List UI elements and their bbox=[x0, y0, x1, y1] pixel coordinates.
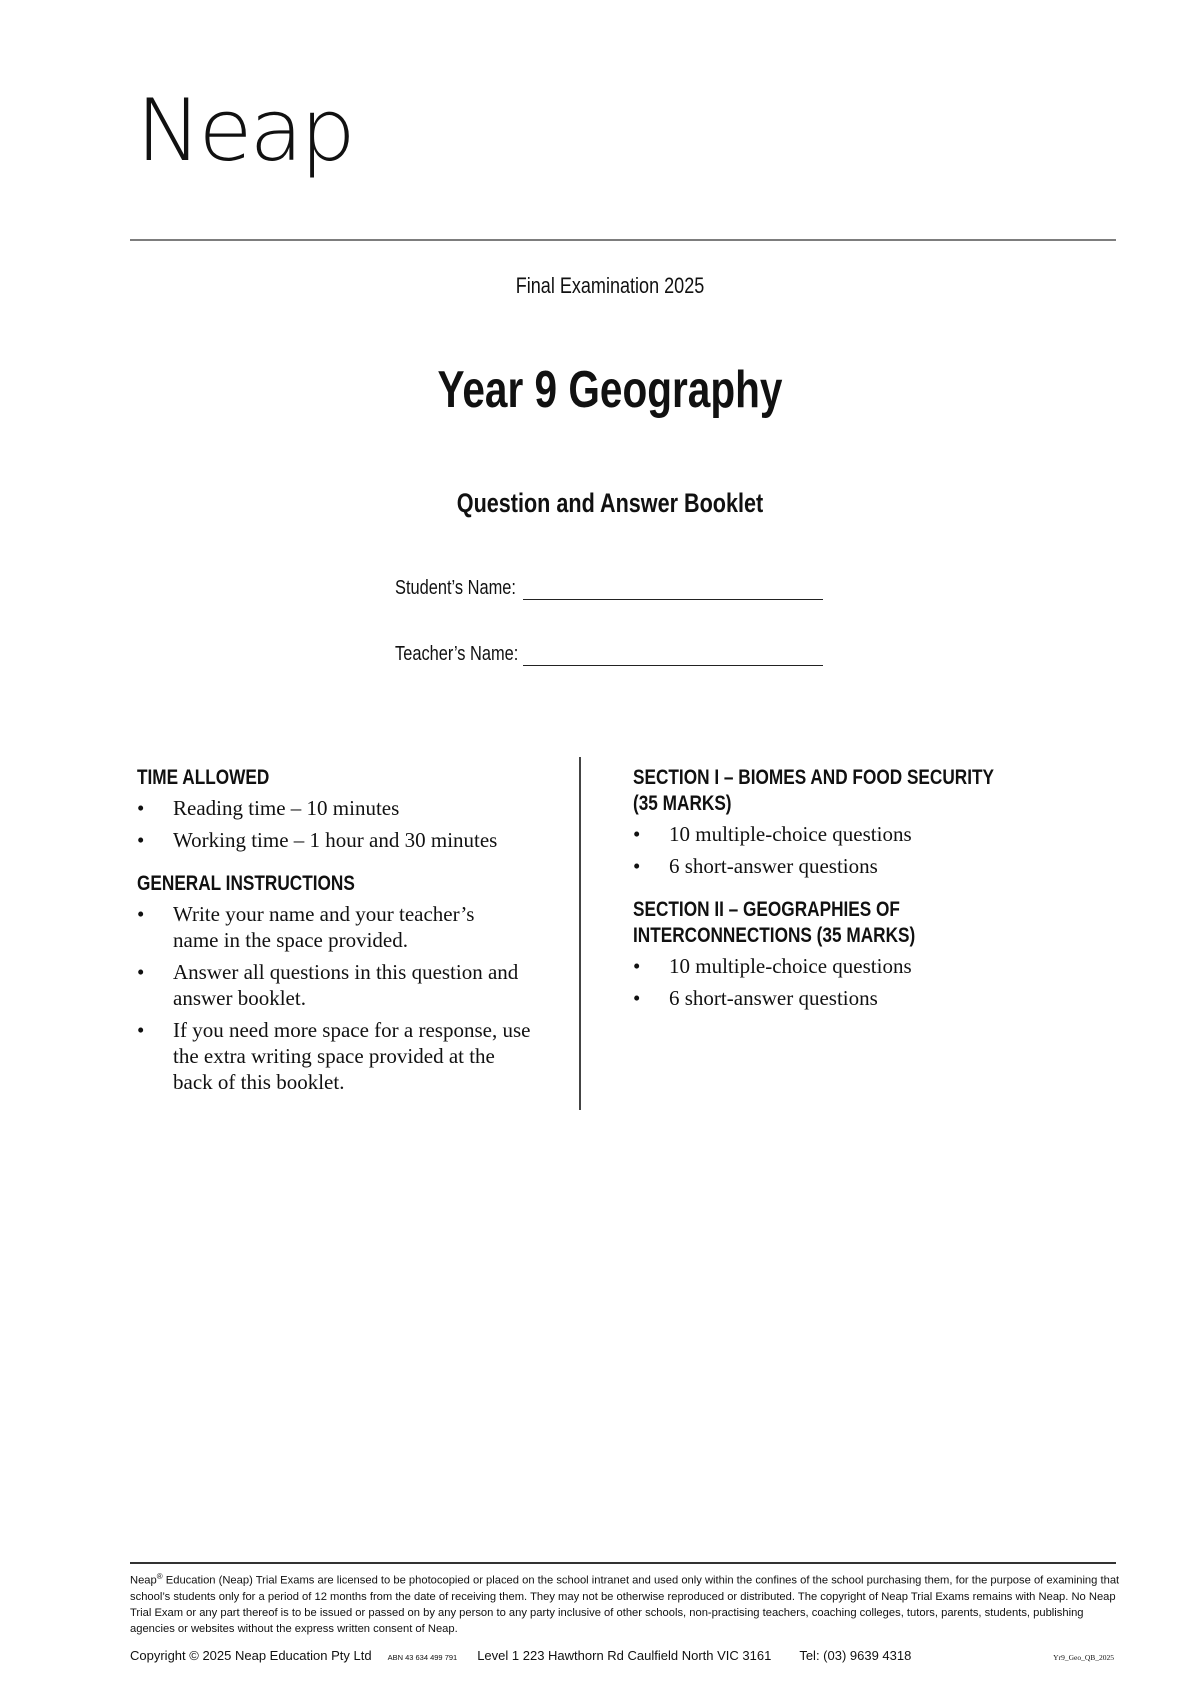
legal-notice: Neap® Education (Neap) Trial Exams are licensed to be photocopied or placed on the school intranet and used only within the confines of the school purchasing them, for the purpose of examining that school’s students only for a period of 12 months from the date of receiving them. They may not be otherwise reproduced or distributed. The copyright of Neap Trial Exams remains with Neap. No Neap Trial Exam or any part thereof is to be issued or passed on by any person to any party inclusive of other schools, non-practising teachers, coaching colleges, tutors, parents, students, publishing agencies or websites without the express written consent of Neap. bbox=[130, 1572, 1120, 1635]
teacher-name-field[interactable] bbox=[523, 645, 823, 666]
header-divider bbox=[130, 239, 1116, 241]
subject-title: Year 9 Geography bbox=[437, 361, 783, 419]
bullet-icon: • bbox=[633, 822, 641, 846]
general-instructions-list bbox=[137, 901, 557, 1095]
time-allowed-list bbox=[137, 795, 557, 853]
footer-divider bbox=[130, 1562, 1116, 1564]
section-2-heading: SECTION II – GEOGRAPHIES OF INTERCONNECTIONS (35 MARKS) bbox=[633, 898, 916, 947]
bullet-icon: • bbox=[137, 796, 145, 820]
footer-info bbox=[130, 1648, 1120, 1663]
bullet-icon: • bbox=[137, 828, 145, 852]
bullet-icon: • bbox=[137, 1018, 145, 1042]
list-item: • Answer all questions in this question and answer booklet. bbox=[137, 960, 519, 1010]
copyright-text: Copyright © 2025 Neap Education Pty Ltd bbox=[130, 1648, 372, 1663]
list-item: • Working time – 1 hour and 30 minutes bbox=[137, 828, 498, 852]
instructions-column bbox=[137, 765, 557, 1101]
list-item: • 6 short-answer questions bbox=[633, 854, 878, 878]
list-item: • Reading time – 10 minutes bbox=[137, 796, 400, 820]
bullet-icon: • bbox=[633, 986, 641, 1010]
student-name-row bbox=[395, 577, 823, 600]
student-name-label: Student’s Name: bbox=[395, 577, 516, 599]
time-allowed-heading: TIME ALLOWED bbox=[137, 766, 270, 789]
sections-column bbox=[633, 765, 1103, 1017]
abn-text: ABN 43 634 499 791 bbox=[387, 1653, 458, 1662]
neap-logo: Neap bbox=[136, 81, 353, 181]
address-text: Level 1 223 Hawthorn Rd Caulfield North VIC 3161 bbox=[477, 1648, 772, 1663]
list-item: • 6 short-answer questions bbox=[633, 986, 878, 1010]
booklet-title: Question and Answer Booklet bbox=[456, 488, 764, 518]
list-item: • Write your name and your teacher’s name in the space provided. bbox=[137, 902, 475, 952]
registered-mark: ® bbox=[156, 1572, 163, 1581]
teacher-name-row bbox=[395, 643, 823, 666]
list-item: • 10 multiple-choice questions bbox=[633, 822, 912, 846]
column-divider bbox=[579, 757, 581, 1110]
bullet-icon: • bbox=[137, 902, 145, 926]
phone-text: Tel: (03) 9639 4318 bbox=[799, 1648, 912, 1663]
teacher-name-label: Teacher’s Name: bbox=[395, 643, 519, 665]
list-item: • 10 multiple-choice questions bbox=[633, 954, 912, 978]
bullet-icon: • bbox=[633, 854, 641, 878]
section-1-heading: SECTION I – BIOMES AND FOOD SECURITY (35 MARKS) bbox=[633, 766, 995, 815]
bullet-icon: • bbox=[633, 954, 641, 978]
document-code: Yr9_Geo_QB_2025 bbox=[1053, 1653, 1114, 1662]
exam-title: Final Examination 2025 bbox=[515, 273, 705, 298]
section-1-list bbox=[633, 821, 1103, 879]
student-name-field[interactable] bbox=[523, 579, 823, 600]
general-instructions-heading: GENERAL INSTRUCTIONS bbox=[137, 872, 355, 895]
section-2-list bbox=[633, 953, 1103, 1011]
bullet-icon: • bbox=[137, 960, 145, 984]
list-item: • If you need more space for a response, use the extra writing space provided at the back of this booklet. bbox=[137, 1018, 531, 1094]
